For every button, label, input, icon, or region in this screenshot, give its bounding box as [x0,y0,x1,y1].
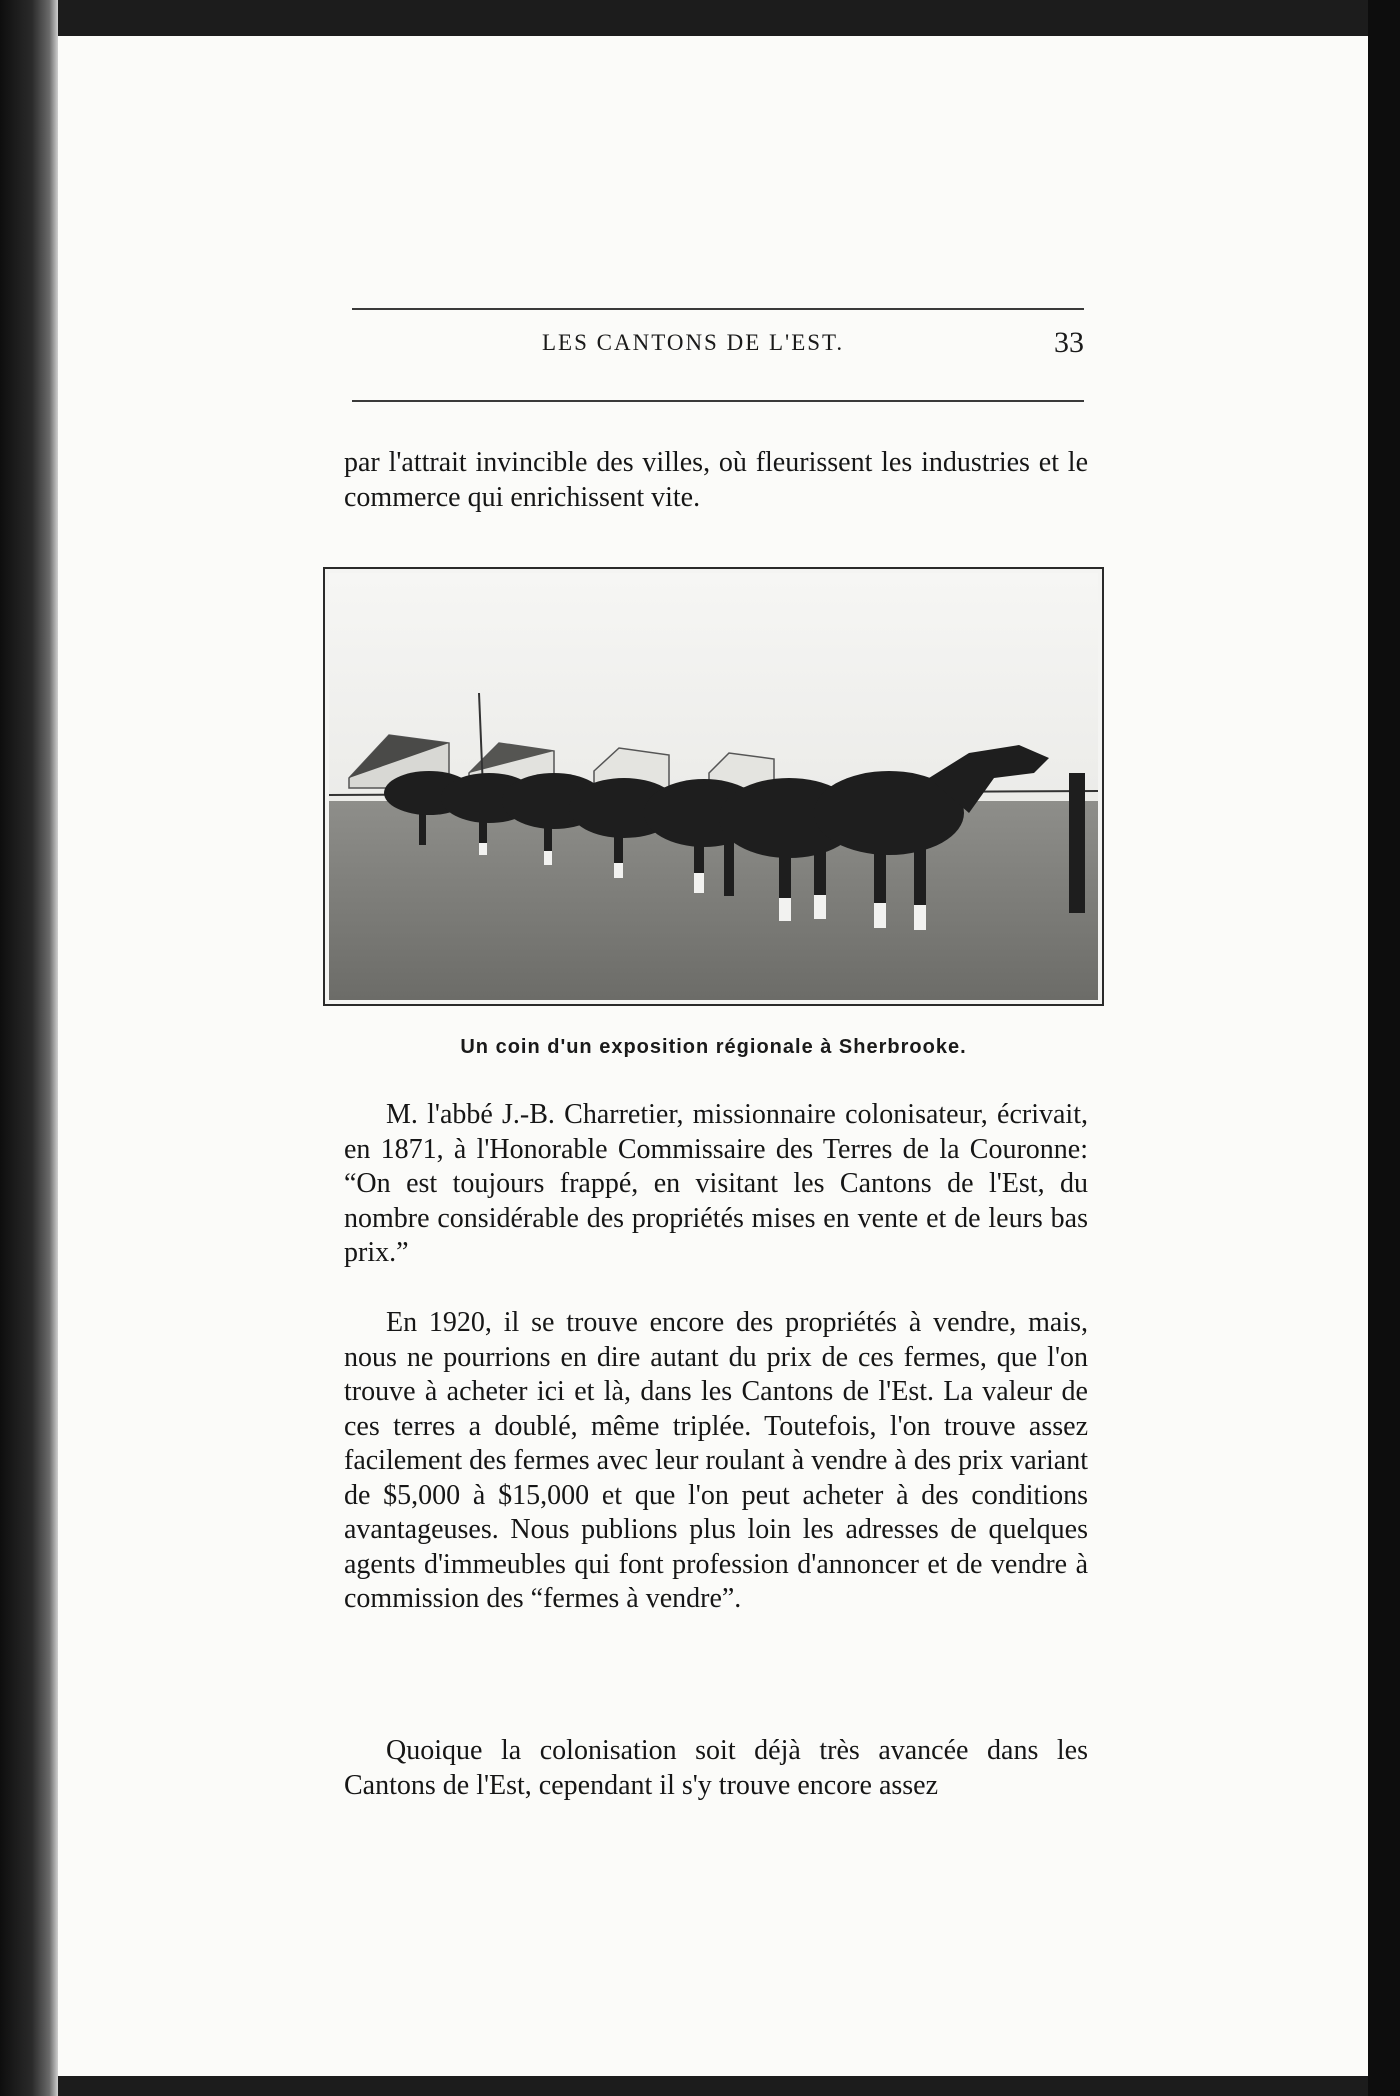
figure-caption: Un coin d'un exposition régionale à Sherbrooke. [460,1036,967,1058]
book-spine-shadow [0,0,58,2096]
running-title: LES CANTONS DE L'EST. [542,330,845,355]
photograph-frame [323,567,1104,1006]
running-header [352,326,1084,366]
horses-exhibition-photo [329,573,1098,1000]
header-rule-bottom [352,400,1084,402]
scan-edge [1368,0,1400,2096]
header-rule-top [352,308,1084,310]
paragraph-colonisation: Quoique la colonisation soit déjà très avancée dans les Cantons de l'Est, cependant il s'y trouve encore assez [344,1735,1088,1801]
paragraph-1920: En 1920, il se trouve encore des propriétés à vendre, mais, nous ne pourrions en dire autant du prix de ces fermes, que l'on trouve à acheter ici et là, dans les Cantons de l'Est. La valeur de ces terres a doublé, même triplée. Toutefois, l'on trouve assez facilement des fermes avec leur roulant à vendre à des prix variant de $5,000 à $15,000 et que l'on peut acheter à des conditions avantageuses. Nous publions plus loin les adresses de quelques agents d'immeubles qui font profession d'annoncer et de vendre à commission des “fermes à vendre”. [344,1307,1088,1614]
paragraph-continued: par l'attrait invincible des villes, où fleurissent les industries et le commerce qui enrichissent vite. [344,447,1088,513]
page-number: 33 [1054,326,1084,359]
paragraph-charretier: M. l'abbé J.-B. Charretier, missionnaire colonisateur, écrivait, en 1871, à l'Honorable Commissaire des Terres de la Couronne: “On est toujours frappé, en visitant les Cantons de l'Est, du nombre considérable des propriétés mises en vente et de leurs bas prix.” [344,1099,1088,1268]
